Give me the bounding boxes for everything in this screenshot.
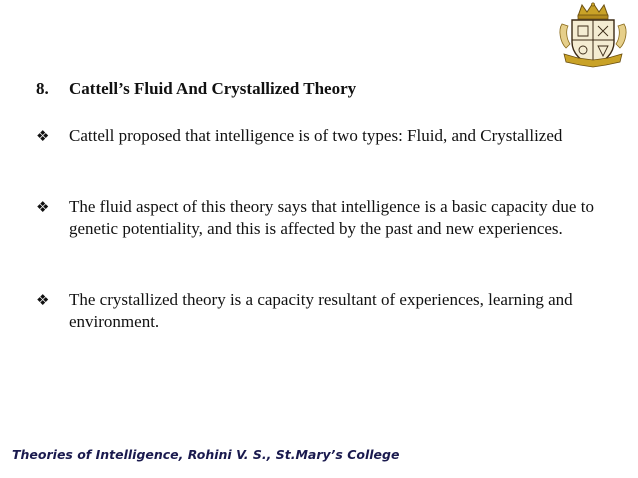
bullet-item	[36, 289, 626, 333]
slide-footer: Theories of Intelligence, Rohini V. S., St.Mary’s College	[12, 447, 400, 462]
college-crest-logo	[556, 2, 630, 70]
bullet-text: The fluid aspect of this theory says that intelligence is a basic capacity due to genetic potentiality, and this is affected by the past and new experiences.	[69, 197, 594, 238]
section-heading	[36, 79, 356, 99]
crown-icon	[578, 3, 608, 19]
bullet-text: Cattell proposed that intelligence is of two types: Fluid, and Crystallized	[69, 126, 563, 145]
section-number: 8.	[36, 79, 49, 98]
diamond-bullet-icon: ❖	[36, 198, 50, 216]
bullet-text: The crystallized theory is a capacity resultant of experiences, learning and environment.	[69, 290, 573, 331]
bullet-item	[36, 196, 626, 240]
bullet-item	[36, 125, 626, 147]
section-title: Cattell’s Fluid And Crystallized Theory	[69, 79, 357, 98]
diamond-bullet-icon: ❖	[36, 291, 50, 309]
diamond-bullet-icon: ❖	[36, 127, 50, 145]
